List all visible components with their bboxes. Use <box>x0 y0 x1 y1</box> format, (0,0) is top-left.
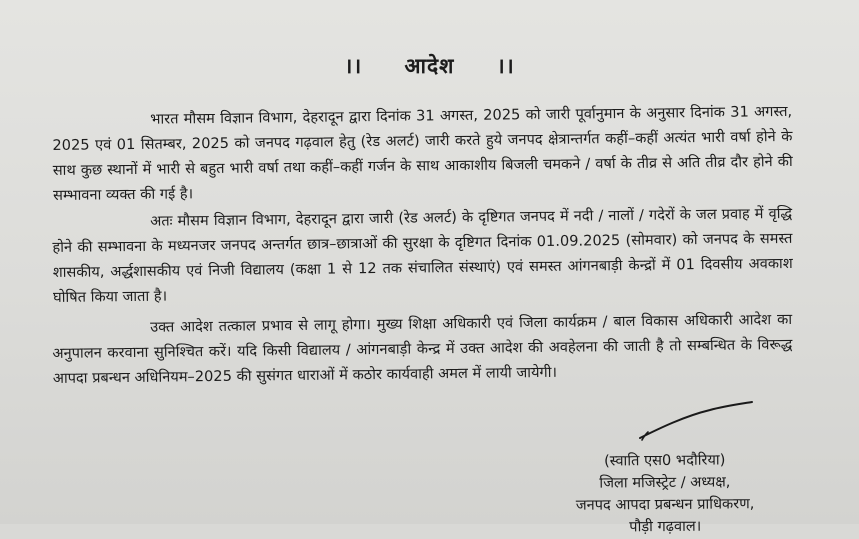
signatory-designation: जिला मजिस्ट्रेट / अध्यक्ष, <box>599 473 731 492</box>
signatory-name: (स्वाति एस0 भदौरिया) <box>603 451 726 470</box>
paragraph-forecast: भारत मौसम विज्ञान विभाग, देहरादून द्वारा दिनांक 31 अगस्त, 2025 को जारी पूर्वानुमान के अनुसार दिनांक 31 अगस्त, 2025 एवं 01 सितम्बर, 2025 को जनपद गढ़वाल हेतु (रेड अलर्ट) जारी करते हुये जनपद क्षेत्रान्तर्गत कहीं–कहीं अत्यंत भारी वर्षा होने के साथ कुछ स्थानों में भारी से बहुत भारी वर्षा तथा कहीं–कहीं गर्जन के साथ आकाशीय बिजली चमकने / वर्षा के तीव्र से अति तीव्र दौर होने की सम्भावना व्यक्त की गई है। <box>52 102 793 204</box>
heading-bars-right: ।। <box>496 54 515 78</box>
signatory-authority: जनपद आपदा प्रबन्धन प्राधिकरण, <box>575 495 755 514</box>
paragraph-compliance: उक्त आदेश तत्काल प्रभाव से लागू होगा। मुख्य शिक्षा अधिकारी एवं जिला कार्यक्रम / बाल विकास अधिकारी आदेश का अनुपालन करवाना सुनिश्चित करें। यदि किसी विद्यालय / आंगनबाड़ी केन्द्र में उक्त आदेश की अवहेलना की जाती है तो सम्बन्धित के विरूद्ध आपदा प्रबन्धन अधिनियम–2025 की सुसंगत धाराओं में कठोर कार्यवाही अमल में लायी जायेगी। <box>52 310 793 387</box>
signature-block <box>545 449 786 539</box>
order-title: आदेश <box>404 54 455 78</box>
paragraph-holiday-declaration: अतः मौसम विज्ञान विभाग, देहरादून द्वारा जारी (रेड अलर्ट) के दृष्टिगत जनपद में नदी / नालों / गदेरों के जल प्रवाह में वृद्धि होने की सम्भावना के मध्यनजर जनपद अन्तर्गत छात्र–छात्राओं की सुरक्षा के दृष्टिगत दिनांक 01.09.2025 (सोमवार) को जनपद के समस्त शासकीय, अर्द्धशासकीय एवं निजी विद्यालय (कक्षा 1 से 12 तक संचालित संस्थाएं) एवं समस्त आंगनबाड़ी केन्द्रों में 01 दिवसीय अवकाश घोषित किया जाता है। <box>52 204 793 306</box>
order-heading <box>0 52 859 80</box>
handwritten-signature <box>630 398 760 448</box>
heading-bars-left: ।। <box>344 54 363 78</box>
signatory-place: पौड़ी गढ़वाल। <box>629 517 702 536</box>
